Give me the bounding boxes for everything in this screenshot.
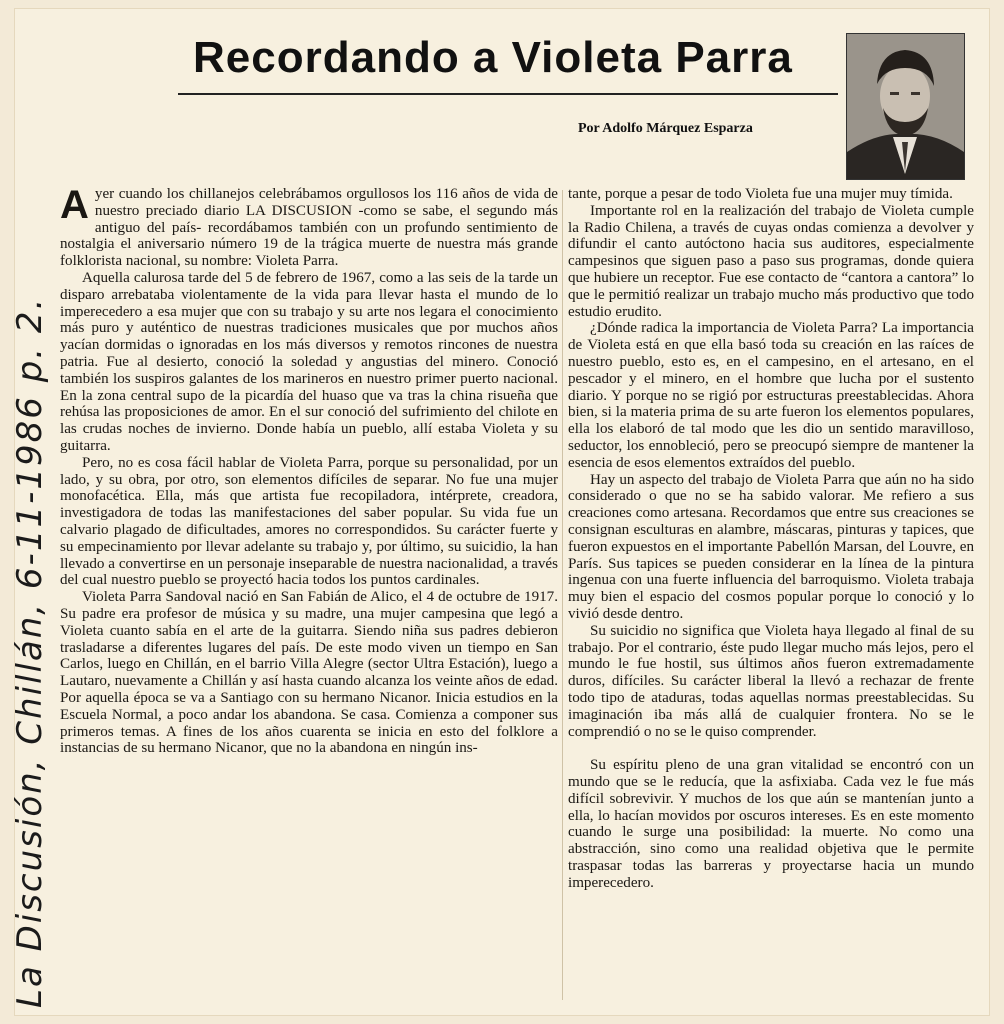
paragraph: Hay un aspecto del trabajo de Violeta Parra que aún no ha sido considerado o que no se ha sabido valorar. Me refiero a sus creaciones como artesana. Recordamos que entre sus creaciones se consignan esculturas en alambre, máscaras, pinturas y tapices, que fueron expuestos en el importante Pabellón Marsan, del Louvre, en París. Sus tapices se pueden considerar en la línea de la pintura ingenua con una fuerte influencia del barroquismo. Violeta trabaja muy bien el espacio del cosmos popular porque lo conoció y lo vivió desde dentro. [568,471,974,622]
column-divider [562,190,563,1000]
paragraph: ¿Dónde radica la importancia de Violeta Parra? La importancia de Violeta está en que ella basó toda su creación en las raíces de nuestro pueblo, esto es, en el campesino, en el artesano, en el pescador y el minero, en el hombre que lucha por el sustento diario. Y porque no se rigió por estructuras preestablecidas. Ahora bien, si la materia prima de su arte fueron los elementos populares, ella los elaboró de tal modo que les dio un sentido maravilloso, seductor, los ennobleció, pero se preocupó siempre de mantener la esencia de esos elementos extraídos del pueblo. [568,320,974,471]
paragraph: Ayer cuando los chillanejos celebrábamos orgullosos los 116 años de vida de nuestro preciado diario LA DISCUSION -como se sabe, el segundo más antiguo del país- recordábamos también con un profundo sentimiento de nostalgia el aniversario número 19 de la trágica muerte de nuestra más grande folklorista nacional, su nombre: Violeta Parra. [60,186,558,270]
paragraph: Aquella calurosa tarde del 5 de febrero de 1967, como a las seis de la tarde un disparo arrebataba violentamente de la vida para llevar hasta el mundo de lo imperecedero a esa mujer que con su trabajo y su arte nos legara el conocimiento más puro y auténtico de nuestras tradiciones musicales que por muchos años yacían dormidas o ignoradas en los más diversos y remotos rincones de nuestra patria. Fue al desierto, conoció la soledad y angustias del minero. Conoció también los suspiros galantes de los marineros en nuestro primer puerto nacional. En la zona central supo de la picardía del huaso que va tras la china risueña que rehúsa las proposiciones de amor. En el sur conoció del sufrimiento del chilote en las crudas noches de invierno. Donde había un pueblo, allí estaba Violeta y su guitarra. [60,269,558,454]
portrait-image [847,34,964,179]
paragraph: Importante rol en la realización del trabajo de Violeta cumple la Radio Chilena, a través de cuyas ondas comienza a devolver y difundir el canto autóctono hacia sus auditores, especialmente campesinos que siguen paso a paso sus programas, donde quiera que hubiere un receptor. Fue ese contacto de “cantora a cantora” lo que le permitió realizar un trabajo mucho más productivo que todo estudio erudito. [568,202,974,320]
paragraph: Su espíritu pleno de una gran vitalidad se encontró con un mundo que se le reducía, que la asfixiaba. Cada vez le fue más difícil sobrevivir. Y muchos de los que aún se mantenían junto a ella, lo hacían movidos por oscuros intereses. Es en este momento cuando le surge una posibilidad: la muerte. No como una abstracción, sino como una realidad objetiva que le permite traspasar todas las barreras y proyectarse hacia un mundo imperecedero. [568,757,974,891]
article-column-right [568,186,974,1016]
paragraph: Violeta Parra Sandoval nació en San Fabián de Alico, el 4 de octubre de 1917. Su padre era profesor de música y su madre, una mujer campesina que legó a Violeta cuanto sabía en el arte de la guitarra. Siendo niña sus padres debieron trasladarse a diferentes lugares del país. De este modo viven un tiempo en San Carlos, luego en Chillán, en el barrio Villa Alegre (sector Ultra Estación), luego a Lautaro, nuevamente a Chillán y así hasta cuando alcanza los veinte años de edad. Por aquella época se va a Santiago con su hermano Nicanor. Inicia estudios en la Escuela Normal, a poco andar los abandona. Se casa. Comienza a componer sus primeros temas. A fines de los años cuarenta se inicia en esto del folklore a instancias de su hermano Nicanor, que no la abandona en ningún ins- [60,589,558,757]
paragraph: Pero, no es cosa fácil hablar de Violeta Parra, porque su personalidad, por un lado, y su obra, por otro, son elementos difíciles de separar. No fue una mujer monofacética. Ella, más que artista fue recopiladora, intérprete, creadora, investigadora de todas las manifestaciones del saber popular. Su vida fue un calvario plagado de dificultades, amores no correspondidos. Su carácter fuerte y su empecinamiento por llevar adelante su trabajo y, por último, su suicidio, la han llevado a convertirse en un personaje inseparable de nuestra nacionalidad, a través del cual nuestro pueblo se proyectó hacia todos los puntos cardinales. [60,454,558,589]
handwritten-source-note: La Discusión, Chillán, 6-11-1986 p. 2. [10,296,50,1008]
paragraph: tante, porque a pesar de todo Violeta fue una mujer muy tímida. [568,186,953,202]
article-column-left [60,186,558,1016]
headline-rule [178,93,838,95]
article-headline: Recordando a Violeta Parra [193,33,793,82]
paragraph: Su suicidio no significa que Violeta haya llegado al final de su trabajo. Por el contrario, éste pudo llegar mucho más lejos, pero el mundo le fue hostil, sus últimos años fueron extremadamente duros, difíciles. Su carácter liberal la llevó a rechazar de frente todo tipo de ataduras, todas aquellas normas preestablecidas. Su imaginación iba más allá de cualquier frontera. No se le comprendió o no se le quiso comprender. [568,622,974,740]
article-byline: Por Adolfo Márquez Esparza [578,121,753,136]
drop-cap: A [60,186,89,227]
author-photo [846,33,965,180]
